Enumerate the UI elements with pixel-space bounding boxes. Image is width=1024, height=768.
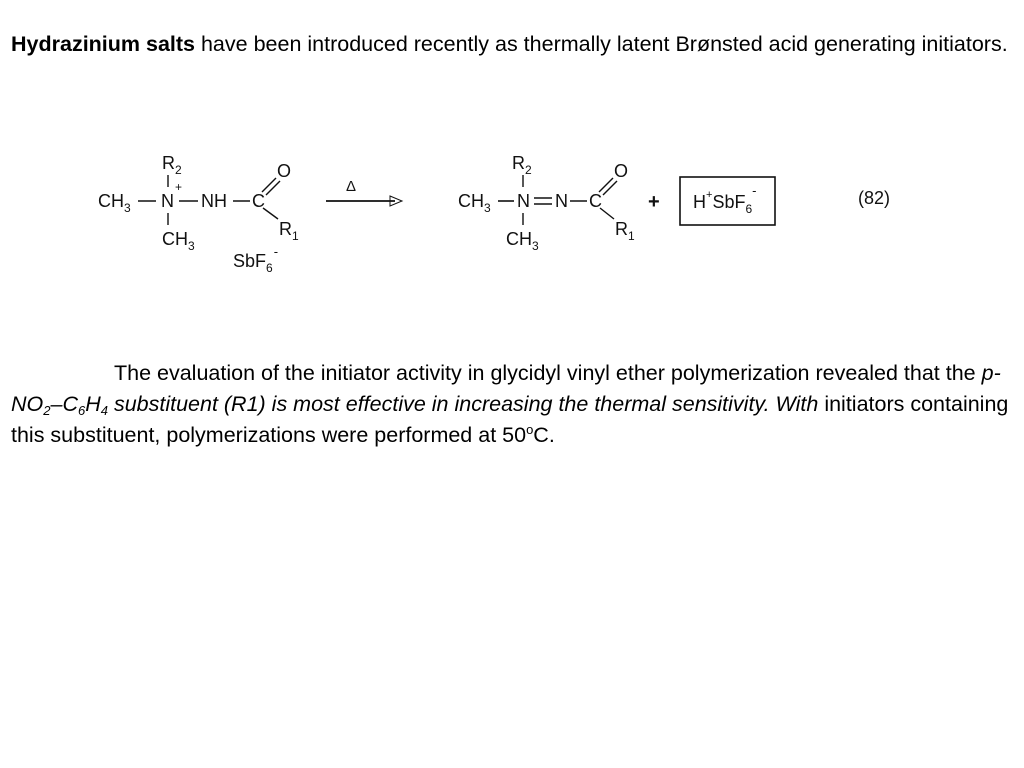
reactant-r1: $R_1$ [279, 219, 299, 243]
product-r2: $R_2$ [512, 153, 532, 177]
acid-formula: H+SbF$_6$- [693, 183, 757, 216]
acid-box [680, 177, 775, 225]
product-oxygen: O [614, 161, 629, 181]
reactant-carbon: C [252, 191, 265, 211]
intro-bold-term: Hydrazinium salts [11, 32, 195, 56]
intro-paragraph [11, 29, 1016, 60]
product-carbon: C [589, 191, 602, 211]
reactant-n-charge: + [175, 180, 183, 194]
reactant-nh: NH [201, 191, 227, 211]
substituent-italic: $p-NO_2-C_6H_4$ substituent (R1) is most effective in increasing the thermal sensitivity. With [11, 361, 1001, 418]
reactant-ch3-left: $CH_3$ [98, 191, 131, 215]
reactant-counterion: SbF$_6$- [233, 244, 279, 275]
product-ch3-left: $CH_3$ [458, 191, 491, 215]
body-paragraph [11, 358, 1016, 451]
reactant-oxygen: O [277, 161, 292, 181]
product-n1: N [517, 191, 530, 211]
product-r1: $R_1$ [615, 219, 635, 243]
product-ch3-bottom: $CH_3$ [506, 229, 539, 253]
reactant-ch3-bottom: $CH_3$ [162, 229, 195, 253]
reaction-arrow [326, 178, 402, 206]
reaction-scheme [90, 145, 910, 280]
equation-number: (82) [858, 188, 891, 208]
reactant-structure [98, 153, 299, 275]
body-text-1: The evaluation of the initiator activity in glycidyl vinyl ether polymerization revealed that the [114, 361, 982, 385]
reactant-r2: $R_2$ [162, 153, 182, 177]
heat-symbol: Δ [346, 178, 357, 195]
reactant-n-plus: N [161, 191, 174, 211]
plus-sign: + [648, 191, 660, 213]
product-structure [458, 153, 635, 253]
temperature-unit: C. [533, 423, 555, 447]
degree-symbol: o [526, 422, 534, 437]
intro-text: have been introduced recently as thermally latent Brønsted acid generating initiators. [195, 32, 1008, 56]
body-text-2: initiators containing this substituent, polymerizations were performed at 50 [11, 392, 1009, 447]
product-n2: N [555, 191, 568, 211]
